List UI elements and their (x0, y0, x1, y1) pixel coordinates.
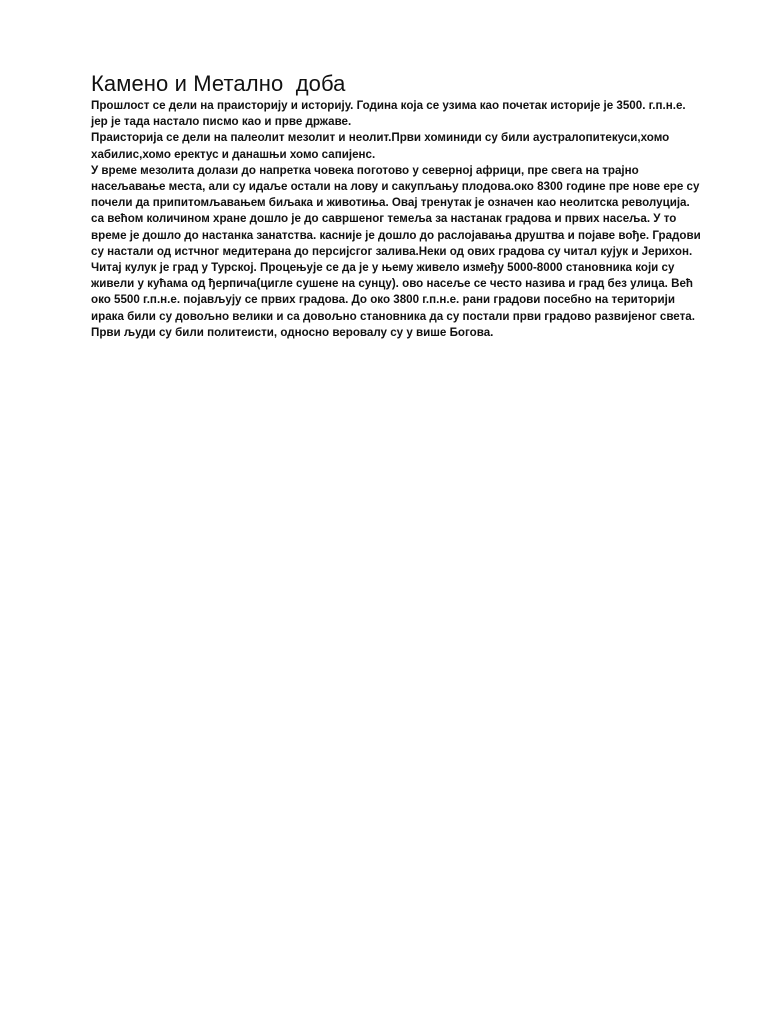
document-body (91, 98, 701, 341)
document-page (91, 70, 701, 341)
paragraph-prehistory: Праисторија се дели на палеолит мезолит и неолит.Први хоминиди су били аустралопитекуси,хомо хабилис,хомо еректус и данашњи хомо сапијенс. (91, 131, 670, 161)
paragraph-history-intro: Прошлост се дели на праисторију и историју. Година која се узима као почетак историје је 3500. г.п.н.е. јер је тада настало писмо као и прве државе. (91, 99, 686, 129)
paragraph-polytheism: Први људи су били политеисти, односно веровалу су у више Богова. (91, 325, 494, 339)
paragraph-mesolithic: У време мезолита долази до напретка човека поготово у северној африци, пре свега на трајно насељавање места, али су идаље остали на лову и сакупљању плодова.око 8300 године пре нове ере су почели да припитомљавањем биљака и животиња. Овај тренутак је означен као неолитска револуција. са већом количином хране дошло је до савршеног темеља за настанак градова и првих насеља. У то време је дошло до настанка занатства. касније је дошло до раслојавања друштва и појаве вођe. Градови су настали од истчног медитерана до персијсгог залива.Неки од ових градова су читал кујук и Јерихон. Читај кулук је град у Турској. Процењује се да је у њему живело између 5000-8000 становника који су живели у кућама од ђерпича(цигле сушене на сунцу). ово насеље се често назива и град без улица. Већ око 5500 г.п.н.е. појављују се првих градова. До око 3800 г.п.н.е. рани градови посебно на територији ирака били су довољно велики и са довољно становника да су постали први градово развијеног света. (91, 163, 701, 323)
document-title: Камено и Метално доба (91, 71, 346, 96)
